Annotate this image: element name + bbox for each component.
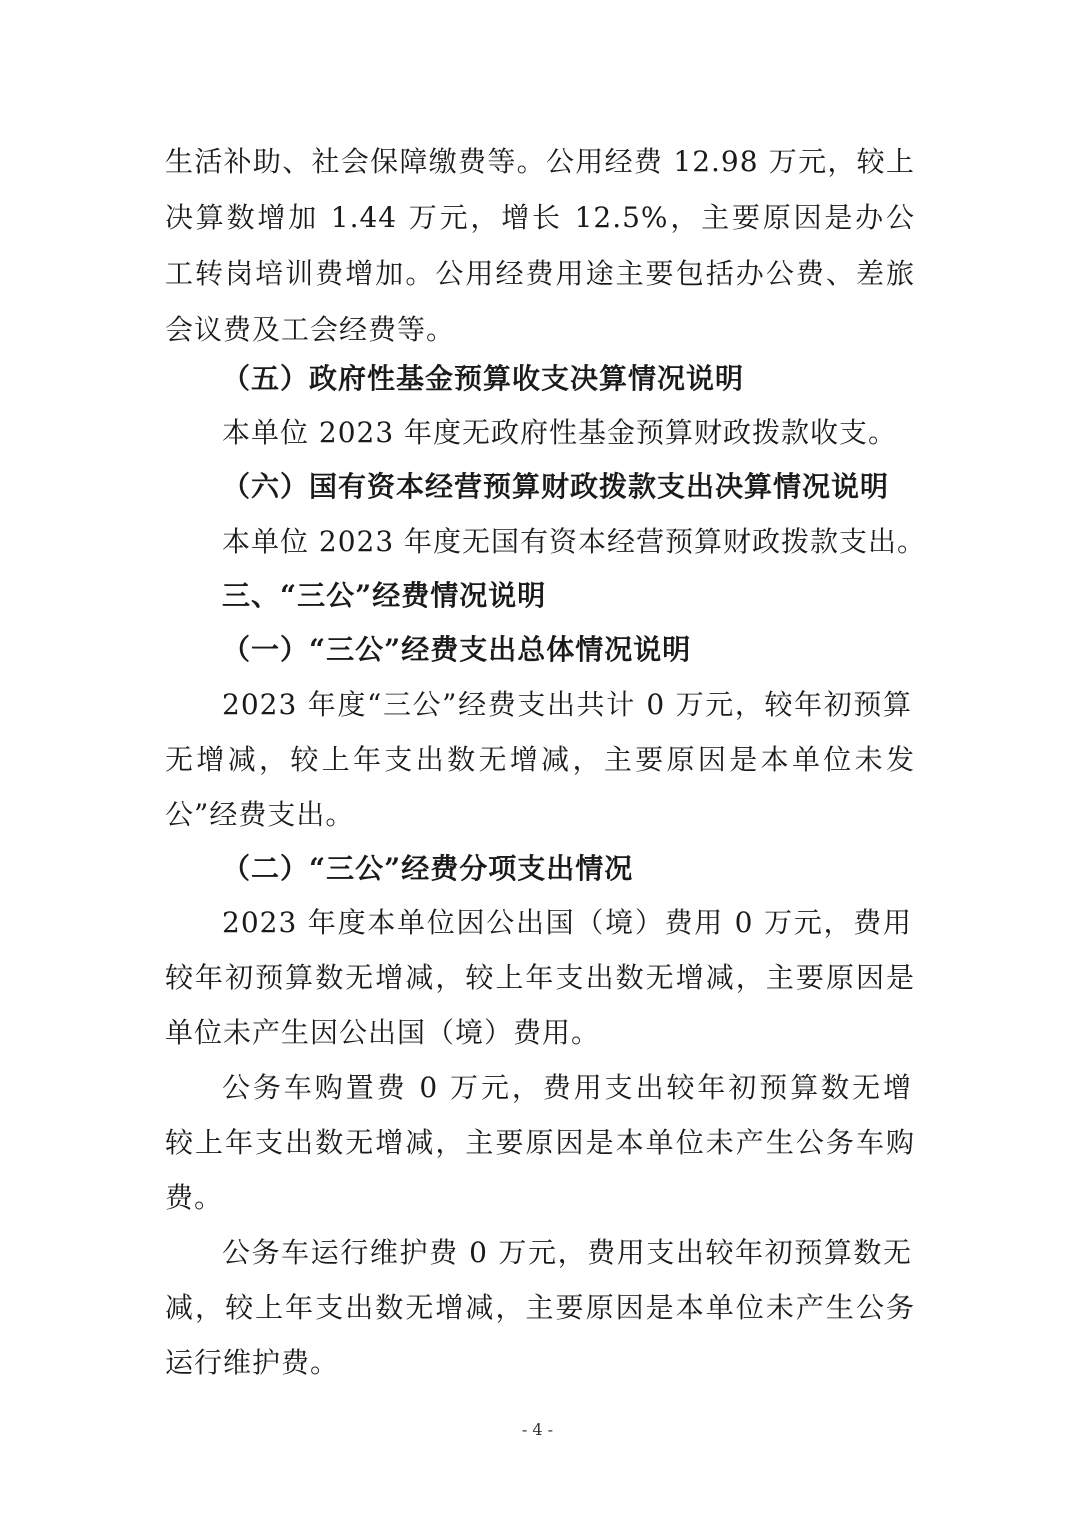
page-number: - 4 - — [521, 1420, 554, 1439]
paragraph-line: 公务车运行维护费 0 万元，费用支出较年初预算数无 — [222, 1236, 912, 1269]
paragraph-line: 决算数增加 1.44 万元，增长 12.5%，主要原因是办公 — [165, 201, 915, 234]
paragraph-line: 公”经费支出。 — [165, 798, 355, 831]
chapter-heading-3: 三、“三公”经费情况说明 — [222, 579, 547, 612]
section-heading-1: （一）“三公”经费支出总体情况说明 — [222, 633, 692, 666]
paragraph-line: 会议费及工会经费等。 — [165, 313, 456, 346]
paragraph-line: 2023 年度“三公”经费支出共计 0 万元，较年初预算 — [222, 688, 912, 721]
section-heading-2: （二）“三公”经费分项支出情况 — [222, 852, 634, 885]
paragraph-line: 较上年支出数无增减，主要原因是本单位未产生公务车购 — [165, 1126, 915, 1159]
paragraph-line: 较年初预算数无增减，较上年支出数无增减，主要原因是 — [165, 961, 915, 994]
paragraph-line: 工转岗培训费增加。公用经费用途主要包括办公费、差旅 — [165, 257, 915, 290]
paragraph-line: 公务车购置费 0 万元，费用支出较年初预算数无增 — [222, 1071, 912, 1104]
paragraph-line: 生活补助、社会保障缴费等。公用经费 12.98 万元，较上 — [165, 145, 915, 178]
paragraph-line: 单位未产生因公出国（境）费用。 — [165, 1016, 601, 1049]
paragraph-line: 本单位 2023 年度无国有资本经营预算财政拨款支出。 — [222, 525, 927, 558]
paragraph-line: 减，较上年支出数无增减，主要原因是本单位未产生公务 — [165, 1291, 915, 1324]
section-heading-5: （五）政府性基金预算收支决算情况说明 — [222, 362, 745, 395]
paragraph-line: 运行维护费。 — [165, 1346, 340, 1379]
paragraph-line: 本单位 2023 年度无政府性基金预算财政拨款收支。 — [222, 416, 898, 449]
paragraph-line: 无增减，较上年支出数无增减，主要原因是本单位未发 — [165, 743, 915, 776]
section-heading-6: （六）国有资本经营预算财政拨款支出决算情况说明 — [222, 470, 890, 503]
paragraph-line: 2023 年度本单位因公出国（境）费用 0 万元，费用 — [222, 906, 912, 939]
paragraph-line: 费。 — [165, 1181, 224, 1214]
